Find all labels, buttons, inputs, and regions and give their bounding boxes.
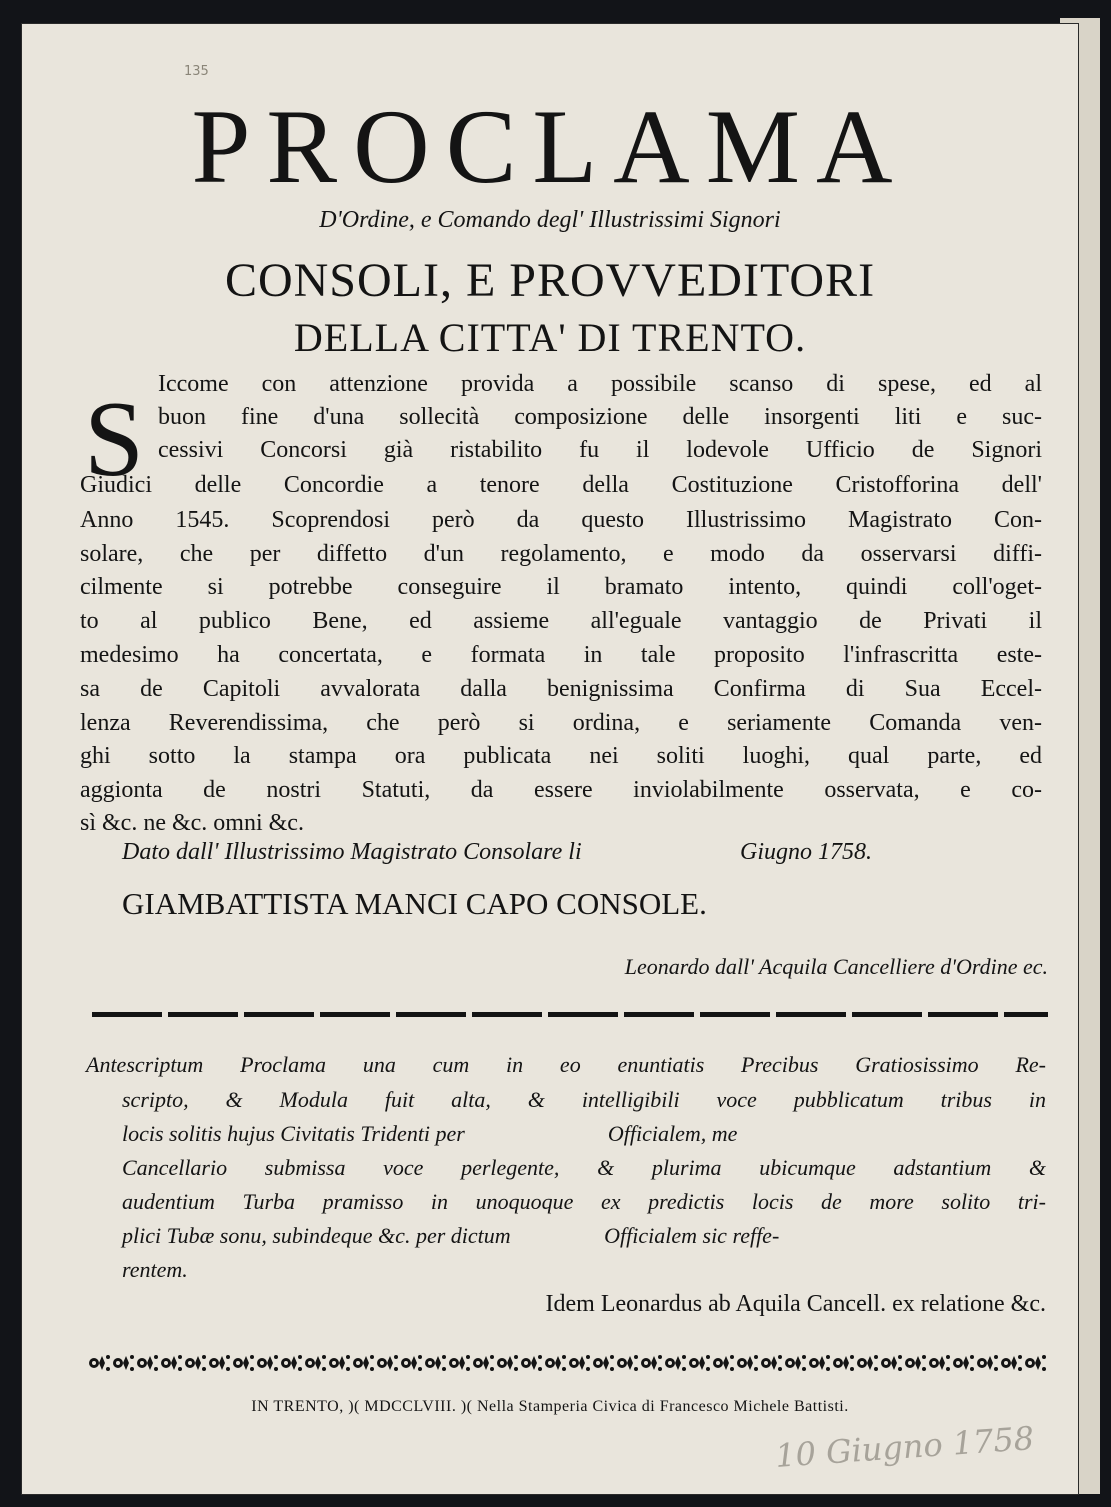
dato-date: Giugno 1758. [740,839,872,865]
body-line: medesimo ha concertata, e formata in tale proposito l'infrascritta este- [80,642,1042,668]
body-line: ghi sotto la stampa ora publicata nei soliti luoghi, qual parte, ed [80,743,1042,769]
handwritten-date: 10 Giugno 1758 [773,1419,1036,1475]
body-line: buon fine d'una sollecità composizione delle insorgenti liti e suc- [158,404,1042,430]
idem-line: Idem Leonardus ab Aquila Cancell. ex relatione &c. [545,1291,1046,1317]
body-line: to al publico Bene, ed assieme all'eguale vantaggio de Privati il [80,608,1042,634]
chancellor-signature: Leonardo dall' Acquila Cancelliere d'Ordine ec. [624,954,1048,979]
page-title: PROCLAMA [191,88,909,205]
latin-line: rentem. [122,1257,188,1282]
body-line: Anno 1545. Scoprendosi però da questo Illustrissimo Magistrato Con- [80,507,1042,533]
archive-mark: 135 [184,64,209,79]
body-line: sì &c. ne &c. omni &c. [80,810,304,836]
body-line: lenza Reverendissima, che però si ordina, e seriamente Comanda ven- [80,710,1042,736]
ornamental-border [88,1350,1048,1376]
proclamation-sheet [22,24,1078,1494]
latin-line: Antescriptum Proclama una cum in eo enuntiatis Precibus Gratiosissimo Re- [86,1052,1046,1077]
body-line: cilmente si potrebbe conseguire il bramato intento, quindi coll'oget- [80,574,1042,600]
drop-cap: S [84,380,145,499]
latin-line: Cancellario submissa voce perlegente, & plurima ubicumque adstantium & [122,1155,1046,1180]
imprint: IN TRENTO, )( MDCCLVIII. )( Nella Stamperia Civica di Francesco Michele Battisti. [251,1398,849,1415]
heading-consoli: CONSOLI, E PROVVEDITORI [224,254,876,307]
latin-line: audentium Turba pramisso in unoquoque ex predictis locis de more solito tri- [122,1189,1046,1214]
ordine-line: D'Ordine, e Comando degl' Illustrissimi Signori [319,207,781,233]
dato-line: Dato dall' Illustrissimo Magistrato Consolare li [122,839,582,865]
body-line: sa de Capitoli avvalorata dalla benignissima Confirma di Sua Eccel- [80,676,1042,702]
separator-rule [92,1012,1048,1017]
latin-line: scripto, & Modula fuit alta, & intelligibili voce pubblicatum tribus in [122,1087,1046,1112]
signer: GIAMBATTISTA MANCI CAPO CONSOLE. [122,886,707,921]
body-line: Iccome con attenzione provida a possibile scanso di spese, ed al [158,371,1042,397]
latin-line: plici Tubæ sonu, subindeque &c. per dictum Officialem sic reffe- [122,1223,780,1248]
latin-line: locis solitis hujus Civitatis Tridenti per Officialem, me [122,1121,738,1146]
heading-citta: DELLA CITTA' DI TRENTO. [293,315,807,360]
body-line: cessivi Concorsi già ristabilito fu il lodevole Ufficio de Signori [158,437,1042,463]
body-line: solare, che per diffetto d'un regolamento, e modo da osservarsi diffi- [80,541,1042,567]
body-line: Giudici delle Concordie a tenore della Costituzione Cristofforina dell' [80,472,1042,498]
body-line: aggionta de nostri Statuti, da essere inviolabilmente osservata, e co- [80,777,1042,803]
